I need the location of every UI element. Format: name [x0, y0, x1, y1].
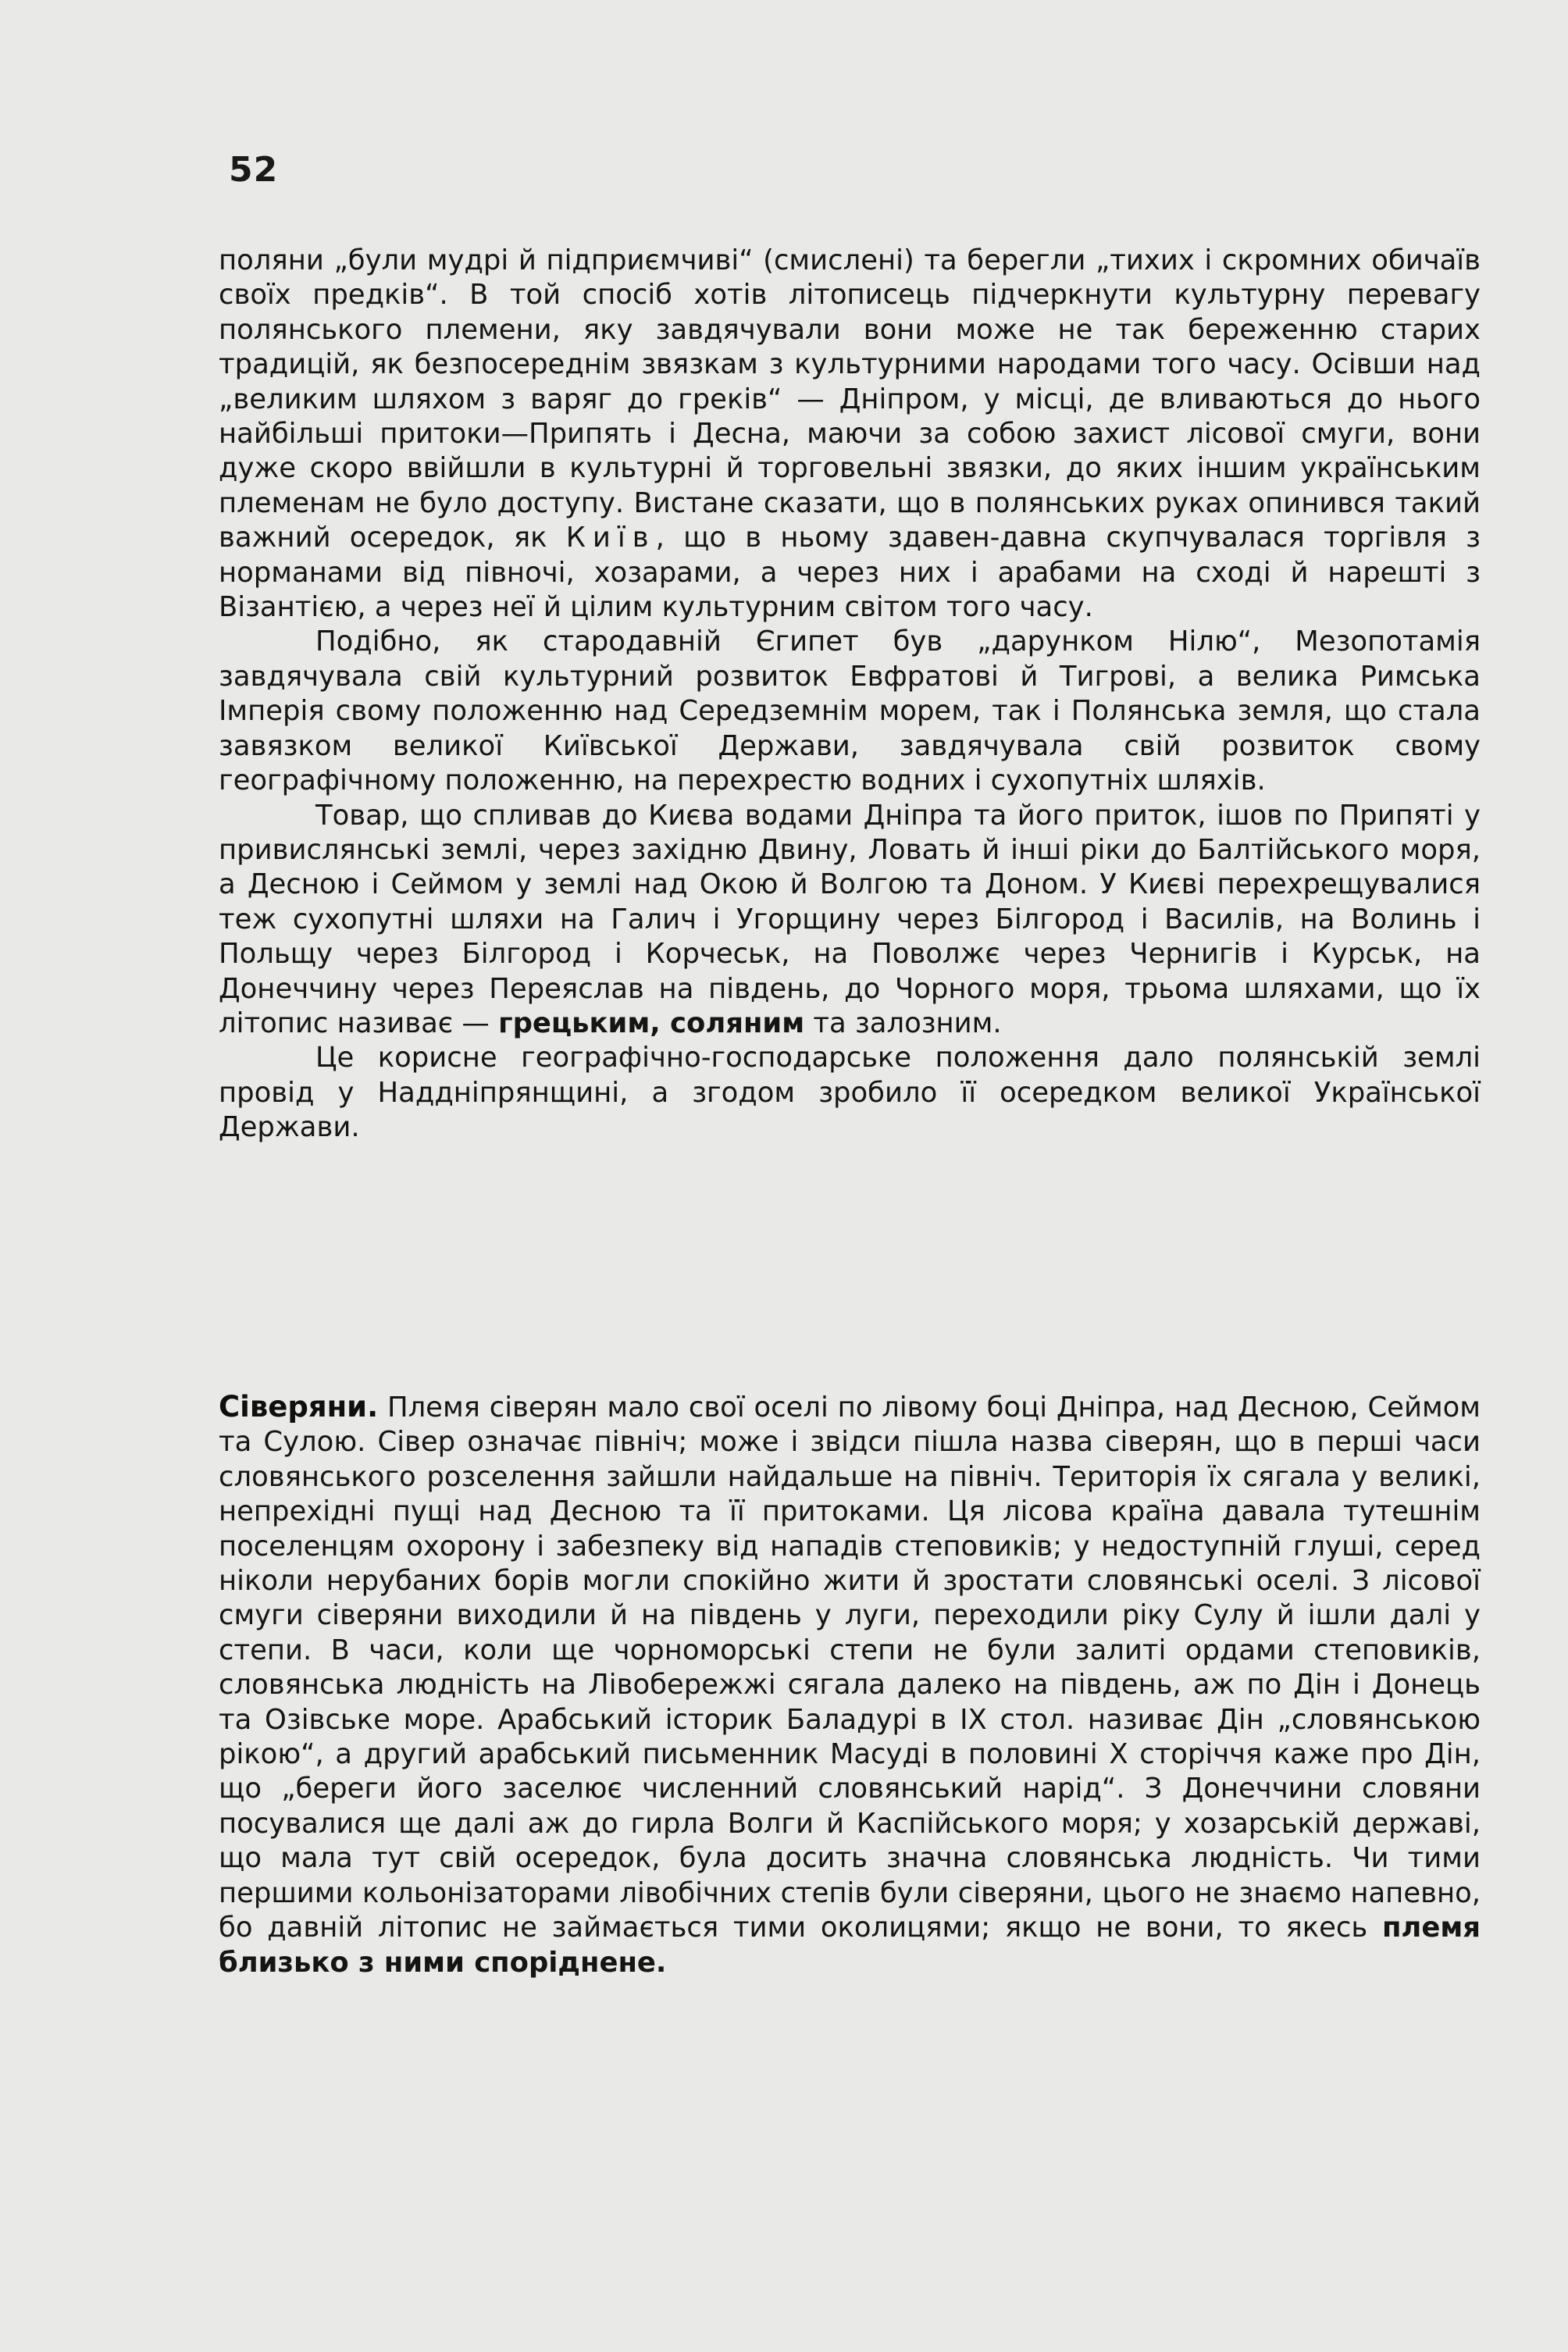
paragraph-egypt-comparison: Подібно, як стародавній Єгипет був „дарунком Нілю“, Мезопотамія завдячувала свій культурний розвиток Евфратові й Тигрові, а велика Римська Імперія свому положенню над Середземнім морем, так і Полянська земля, що стала завязком великої Київської Держави, завдячувала свій розвиток свому географічному положенню, на перехрестю водних і сухопутніх шляхів. — [219, 625, 1481, 797]
paragraph-geographic-position: Це корисне географічно-господарське положення дало полянській землі провід у Наддніпрянщині, а згодом зробило її осередком великої Української Держави. — [219, 1042, 1481, 1144]
spaced-word-kyiv: Київ — [565, 522, 656, 554]
section-siveriany — [219, 1390, 1481, 1980]
paragraph-text: , що в ньому здавен-давна скупчувалася торгівля з норманами від півночі, хозарами, а через них і арабами на сході й нарешті з Візантією, а через неї й цілим культурним світом того часу. — [219, 522, 1481, 624]
paragraph-text: та залозним. — [804, 1007, 1002, 1039]
section-heading: Сіверяни. — [219, 1390, 379, 1424]
paragraph-text: Племя сіверян мало свої оселі по лівому боці Дніпра, над Десною, Сеймом та Сулою. Сівер означає північ; може і звідси пішла назва сіверян, що в перші часи словянського розселення зайшли найдальше на північ. Територія їх сягала у великі, непрехідні пущі над Десною та її притоками. Ця лісова країна давала тутешнім поселенцям охорону і забезпеку від нападів степовиків; у недоступній глуші, серед ніколи нерубаних борів могли спокійно жити й зростати словянські оселі. З лісової смуги сіверяни виходили й на південь у луги, переходили ріку Сулу й ішли далі у степи. В часи, коли ще чорноморські степи не були залиті ордами степовиків, словянська людність на Лівобережжі сягала далеко на південь, аж по Дін і Донець та Озівське море. Арабський історик Баладурі в IX стол. називає Дін „словянською рікою“, а другий арабський письменник Масуді в половині X сторіччя каже про Дін, що „береги його заселює численний словянський нарід“. З Донеччини словяни посувалися ще далі аж до гирла Волги й Каспійського моря; у хозарській державі, що мала тут свій осередок, була досить значна словянська людність. Чи тими першими кольонізаторами лівобічних степів були сіверяни, цього не знаємо напевно, бо давній літопис не займається тими околицями; якщо не вони, то якесь — [219, 1392, 1481, 1944]
bold-route-names: грецьким, соляним — [498, 1007, 805, 1039]
paragraph-text: поляни „були мудрі й підприємчиві“ (смислені) та берегли „тихих і скромних обичаїв своїх предків“. В той спосіб хотів літописець підчеркнути культурну перевагу полянського племени, яку завдячували вони може не так береженню старих традицій, як безпосереднім звязкам з культурними народами того часу. Осівши над „великим шляхом з варяг до греків“ — Дніпром, у місці, де вливаються до нього найбільші притоки—Припять і Десна, маючи за собою захист лісової смуги, вони дуже скоро ввійшли в культурні й торговельні звязки, до яких іншим українським племенам не було доступу. Вистане сказати, що в полянських руках опинився такий важний осередок, як — [219, 244, 1481, 554]
page-number: 52 — [229, 150, 279, 190]
paragraph-polyany-intro — [219, 244, 1481, 625]
bold-closing-phrase: племя близько з ними споріднене. — [219, 1912, 1481, 1979]
paragraph-siveriany — [219, 1390, 1481, 1980]
paragraph-trade-routes — [219, 799, 1481, 1042]
paragraph-text: Товар, що спливав до Києва водами Дніпра та його приток, ішов по Припяті у привислянські землі, через західню Двину, Ловать й інші ріки до Балтійського моря, а Десною і Сеймом у землі над Окою й Волгою та Доном. У Києві перехрещувалися теж сухопутні шляхи на Галич і Угорщину через Білгород і Василів, на Волинь і Польщу через Білгород і Корчеськ, на Поволжє через Чернигів і Курськ, на Донеччину через Переяслав на південь, до Чорного моря, трьома шляхами, що їх літопис називає — — [219, 799, 1481, 1039]
main-text-block — [219, 244, 1481, 1146]
